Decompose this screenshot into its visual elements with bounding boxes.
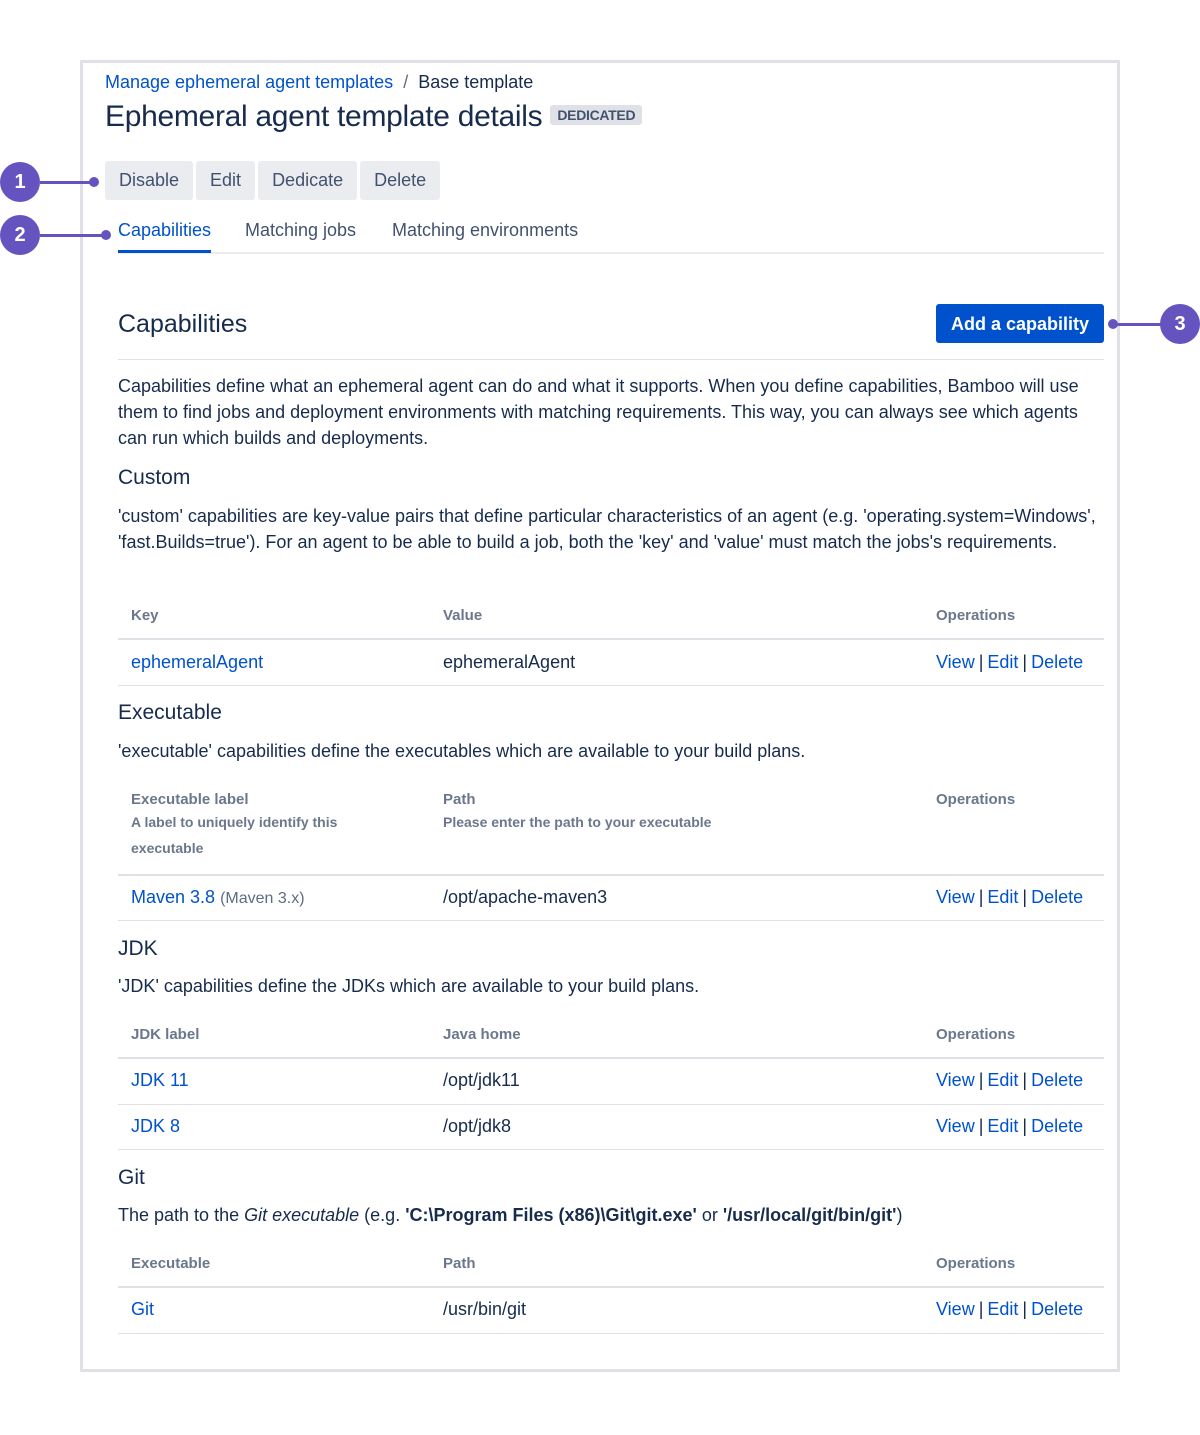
- view-link[interactable]: View: [936, 887, 975, 907]
- view-link[interactable]: View: [936, 652, 975, 672]
- git-desc-text: ): [896, 1205, 903, 1225]
- table-row-value: ephemeralAgent: [443, 652, 576, 672]
- divider: [118, 359, 1104, 360]
- row-operations: [936, 1116, 1083, 1137]
- column-header-operations: Operations: [936, 1026, 1016, 1043]
- git-label-link[interactable]: Git: [131, 1299, 155, 1319]
- executable-path: /opt/apache-maven3: [443, 887, 608, 907]
- column-header-path-text: Path: [443, 791, 476, 808]
- edit-button[interactable]: Edit: [196, 161, 255, 200]
- edit-link[interactable]: Edit: [987, 1116, 1019, 1136]
- capabilities-intro: Capabilities define what an ephemeral agent can do and what it supports. When you define capabilities, Bamboo will use them to find jobs and deployment environments with matching requirements. This way, you can always see which agents can run which builds and deployments.: [118, 376, 1079, 448]
- tab-matching-jobs[interactable]: Matching jobs: [245, 220, 357, 240]
- callout-endpoint-2: [101, 230, 111, 240]
- table-row-executable: [131, 887, 305, 908]
- ops-separator: |: [978, 887, 984, 907]
- breadcrumb-parent-link[interactable]: Manage ephemeral agent templates: [105, 72, 394, 92]
- content-frame: [80, 60, 1120, 1372]
- edit-link[interactable]: Edit: [987, 1299, 1019, 1319]
- column-header-operations: Operations: [936, 607, 1016, 624]
- table-row-jdk: [131, 1116, 180, 1137]
- edit-link[interactable]: Edit: [987, 887, 1019, 907]
- column-header-executable: Executable: [131, 1255, 211, 1272]
- row-operations: [936, 1299, 1083, 1320]
- table-header-rule: [118, 1286, 1104, 1288]
- view-link[interactable]: View: [936, 1070, 975, 1090]
- view-link[interactable]: View: [936, 1116, 975, 1136]
- dedicate-button[interactable]: Dedicate: [258, 161, 357, 200]
- table-header-rule: [118, 638, 1104, 640]
- column-header-path: [443, 791, 763, 835]
- table-row-git: [131, 1299, 154, 1320]
- edit-link[interactable]: Edit: [987, 1070, 1019, 1090]
- git-desc-text: The path to the: [118, 1205, 245, 1225]
- executable-label-link[interactable]: Maven 3.8: [131, 887, 216, 907]
- jdk-path: /opt/jdk8: [443, 1116, 512, 1136]
- executable-heading: Executable: [118, 701, 222, 724]
- jdk-label-link[interactable]: JDK 11: [131, 1070, 189, 1090]
- git-desc-text: or: [696, 1205, 723, 1225]
- capabilities-heading: Capabilities: [118, 310, 248, 338]
- table-row-rule: [118, 1149, 1104, 1150]
- custom-heading: Custom: [118, 466, 191, 489]
- tab-matching-environments[interactable]: Matching environments: [392, 220, 579, 240]
- git-desc-example-unix: '/usr/local/git/bin/git': [722, 1205, 897, 1225]
- ops-separator: |: [978, 1070, 984, 1090]
- ops-separator: |: [1022, 1299, 1028, 1319]
- delete-link[interactable]: Delete: [1031, 1070, 1084, 1090]
- breadcrumb-current: Base template: [418, 72, 534, 92]
- ops-separator: |: [1022, 1116, 1028, 1136]
- ops-separator: |: [978, 652, 984, 672]
- column-header-operations: Operations: [936, 791, 1016, 808]
- column-hint-path: Please enter the path to your executable: [443, 814, 712, 830]
- delete-link[interactable]: Delete: [1031, 887, 1084, 907]
- table-row-key: [131, 652, 263, 673]
- view-link[interactable]: View: [936, 1299, 975, 1319]
- tab-bar: [118, 220, 1104, 254]
- jdk-heading: JDK: [118, 937, 158, 960]
- tab-capabilities[interactable]: Capabilities: [118, 220, 211, 253]
- delete-link[interactable]: Delete: [1031, 1299, 1084, 1319]
- delete-link[interactable]: Delete: [1031, 1116, 1084, 1136]
- git-desc-emphasis: Git executable: [244, 1205, 360, 1225]
- disable-button[interactable]: Disable: [105, 161, 193, 200]
- table-row-rule: [118, 1104, 1104, 1105]
- ops-separator: |: [978, 1299, 984, 1319]
- callout-marker-1: 1: [0, 162, 40, 202]
- callout-marker-2: 2: [0, 215, 40, 255]
- custom-description: 'custom' capabilities are key-value pairs that define particular characteristics of an agent (e.g. 'operating.system=Windows', 'fast.Builds=true'). For an agent to be able to build a job, both the 'key' and 'value' must match the jobs's requirements.: [118, 506, 1096, 552]
- page-title-row: [105, 100, 642, 134]
- column-hint-label: A label to uniquely identify this executable: [131, 814, 338, 856]
- callout-line-3: [1112, 323, 1162, 326]
- table-row-rule: [118, 1333, 1104, 1334]
- callout-marker-3: 3: [1160, 304, 1200, 344]
- column-header-executable-label: [131, 791, 381, 861]
- row-operations: [936, 652, 1083, 673]
- git-desc-text: (e.g.: [359, 1205, 406, 1225]
- breadcrumb: [105, 72, 533, 93]
- callout-endpoint-1: [89, 177, 99, 187]
- custom-key-link[interactable]: ephemeralAgent: [131, 652, 264, 672]
- page-title: Ephemeral agent template details: [105, 100, 543, 133]
- action-button-group: [105, 161, 440, 200]
- add-capability-button[interactable]: Add a capability: [936, 304, 1104, 343]
- delete-button[interactable]: Delete: [360, 161, 440, 200]
- column-header-label-text: Executable label: [131, 791, 249, 808]
- ops-separator: |: [1022, 652, 1028, 672]
- column-header-java-home: Java home: [443, 1026, 521, 1043]
- executable-type: (Maven 3.x): [220, 890, 305, 907]
- table-row-jdk: [131, 1070, 189, 1091]
- column-header-operations: Operations: [936, 1255, 1016, 1272]
- jdk-description: 'JDK' capabilities define the JDKs which are available to your build plans.: [118, 976, 700, 996]
- edit-link[interactable]: Edit: [987, 652, 1019, 672]
- git-path: /usr/bin/git: [443, 1299, 527, 1319]
- jdk-path: /opt/jdk11: [443, 1070, 520, 1090]
- jdk-label-link[interactable]: JDK 8: [131, 1116, 181, 1136]
- callout-line-2: [40, 234, 104, 237]
- breadcrumb-separator: /: [403, 72, 409, 92]
- row-operations: [936, 887, 1083, 908]
- table-header-rule: [118, 1057, 1104, 1059]
- git-heading: Git: [118, 1166, 145, 1189]
- column-header-path: Path: [443, 1255, 476, 1272]
- column-header-jdk-label: JDK label: [131, 1026, 200, 1043]
- git-description: [118, 1202, 1108, 1228]
- status-badge: DEDICATED: [550, 105, 642, 125]
- executable-description: 'executable' capabilities define the executables which are available to your build plans.: [118, 741, 806, 761]
- row-operations: [936, 1070, 1083, 1091]
- table-header-rule: [118, 874, 1104, 876]
- ops-separator: |: [1022, 1070, 1028, 1090]
- delete-link[interactable]: Delete: [1031, 652, 1084, 672]
- git-desc-example-windows: 'C:\Program Files (x86)\Git\git.exe': [405, 1205, 697, 1225]
- ops-separator: |: [1022, 887, 1028, 907]
- column-header-value: Value: [443, 607, 483, 624]
- ops-separator: |: [978, 1116, 984, 1136]
- callout-line-1: [40, 181, 92, 184]
- table-row-rule: [118, 920, 1104, 921]
- table-row-rule: [118, 685, 1104, 686]
- column-header-key: Key: [131, 607, 159, 624]
